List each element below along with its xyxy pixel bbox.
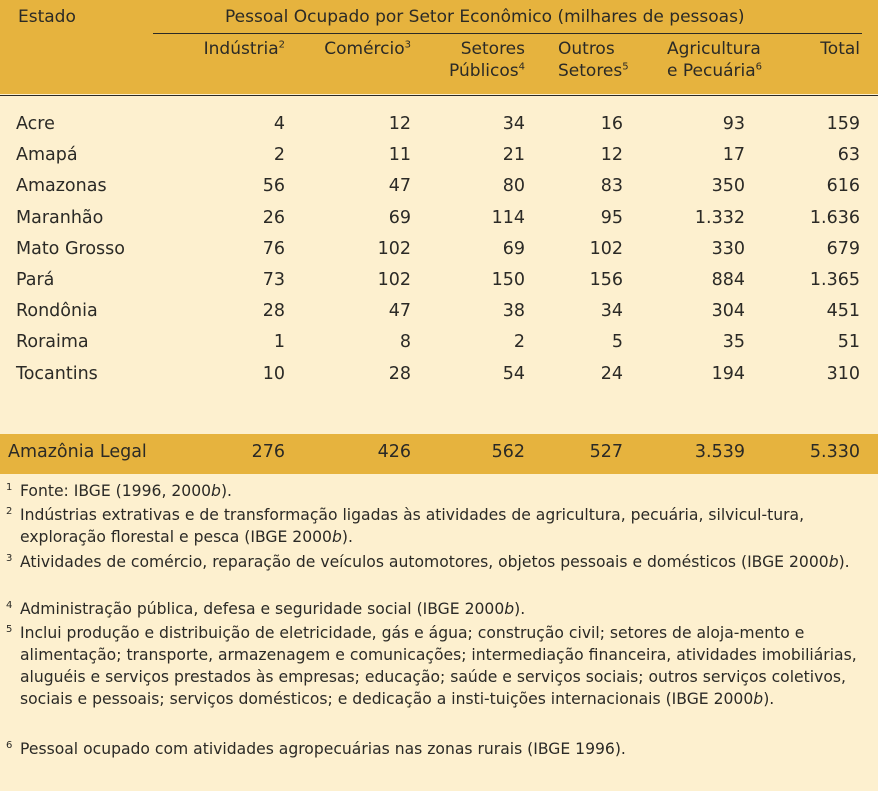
table-page: Estado Pessoal Ocupado por Setor Econômico (milhares de pessoas) Indústria$^2$ Comércio$^3$ Setores Públicos$^4$ Outros Setores$^5$ Agricultura e Pecuária$^6$ Total Acre 4 12 34 16 93 159 Amapá 2 11 21 12 17 63 Amazonas 56 47 80 83 350 616 Maranhão 26 69 114 95 1.332 1.636 Mato Grosso 76 102 69 102 330 679 Pará 73 102 150 156 884 1.365 Rondônia 28 47 38 34 304 451 Roraima 1 8 2 5 35 51 Tocantins 10 28 54 24 194 310 Amazônia Legal 276 426 562 527 3.539 5.330 1 Fonte: IBGE (1996, 2000b). 2 Indústrias extrativas e de transformação ligadas às atividades de agricultura, pecuária, silvicul-tura, exploração florestal e pesca (IBGE 2000b). 3 Atividades de comércio, reparação de veículos automotores, objetos pessoais e domésticos (IBGE 2000b). 4 Administração pública, defesa e seguridade social (IBGE 2000b). 5 Inclui produção e distribuição de eletricidade, gás e água; construção civil; setores de aloja-mento e alimentação; transporte, armazenagem e comunicações; intermediação financeira, atividades imobiliárias, aluguéis e serviços prestados às empresas; educação; saúde e serviços sociais; outros serviços coletivos, sociais e pessoais; serviços domésticos; e dedicação a insti-tuições internacionais (IBGE 2000b). 6 Pessoal ocupado com atividades agropecuárias nas zonas rurais (IBGE 1996). [0,0,878,791]
row-state-name: Roraima [16,332,89,353]
table-cell: 38 [502,301,525,322]
table-cell: 21 [502,145,525,166]
table-row [0,266,878,296]
table-cell: 1.365 [809,270,860,290]
table-cell: 35 [722,332,745,353]
table-row [0,297,878,327]
col-header-outros-setores: Outros Setores$^5$ [558,39,629,81]
row-state-name: Amazonas [16,176,107,197]
row-state-name: Amapá [16,145,78,166]
table-cell: 679 [826,238,860,259]
table-cell: 26 [262,207,285,228]
table-cell: 2 [513,332,525,353]
table-cell: 47 [388,301,411,322]
total-row [0,434,878,474]
table-cell: 330 [711,238,745,259]
total-row-label: Amazônia Legal [8,442,147,462]
table-cell: 1.332 [694,207,745,228]
table-cell: 10 [262,363,285,384]
table-cell: 17 [722,145,745,166]
table-cell: 83 [600,176,623,197]
table-cell: 8 [399,332,411,353]
table-cell: 34 [502,114,525,134]
table-row [0,172,878,202]
table-cell: 80 [502,176,525,197]
table-cell: 451 [826,301,860,322]
table-row [0,360,878,390]
row-state-name: Rondônia [16,301,98,322]
table-cell: 34 [600,301,623,322]
total-cell: 276 [251,442,285,462]
table-cell: 1.636 [809,207,860,228]
table-cell: 5 [611,332,623,353]
table-cell: 24 [600,363,623,384]
table-cell: 51 [837,332,860,353]
table-cell: 2 [273,145,285,166]
col-header-agricultura-pecuaria: Agricultura e Pecuária$^6$ [667,39,763,81]
table-cell: 69 [502,238,525,259]
table-header [0,0,878,94]
row-state-name: Mato Grosso [16,238,125,259]
header-estado: Estado [18,7,76,27]
table-cell: 47 [388,176,411,197]
col-header-setores-publicos: Setores Públicos$^4$ [449,39,525,81]
table-cell: 54 [502,363,525,384]
table-cell: 102 [377,270,411,290]
row-state-name: Acre [16,114,55,134]
header-group-rule [153,33,862,34]
total-cell: 562 [491,442,525,462]
table-cell: 12 [388,114,411,134]
table-cell: 304 [711,301,745,322]
table-cell: 102 [377,238,411,259]
table-cell: 28 [388,363,411,384]
table-cell: 150 [491,270,525,290]
table-cell: 69 [388,207,411,228]
header-divider [0,95,878,96]
table-cell: 194 [711,363,745,384]
table-cell: 4 [273,114,285,134]
total-cell: 527 [589,442,623,462]
table-cell: 102 [589,238,623,259]
table-row [0,235,878,265]
col-header-industria: Indústria$^2$ [203,39,285,59]
table-cell: 28 [262,301,285,322]
table-cell: 159 [826,114,860,134]
table-cell: 63 [837,145,860,166]
row-state-name: Pará [16,270,55,290]
col-header-total: Total [820,39,860,59]
table-cell: 310 [826,363,860,384]
total-cell: 5.330 [809,442,860,462]
table-cell: 884 [711,270,745,290]
table-cell: 56 [262,176,285,197]
table-cell: 11 [388,145,411,166]
table-row [0,328,878,358]
table-cell: 76 [262,238,285,259]
table-cell: 156 [589,270,623,290]
header-group-title: Pessoal Ocupado por Setor Econômico (milhares de pessoas) [225,7,745,27]
total-cell: 426 [377,442,411,462]
row-state-name: Maranhão [16,207,104,228]
total-cell: 3.539 [694,442,745,462]
table-row [0,141,878,171]
table-cell: 16 [600,114,623,134]
table-cell: 616 [826,176,860,197]
table-row [0,204,878,234]
table-row [0,110,878,140]
table-cell: 73 [262,270,285,290]
col-header-comercio: Comércio$^3$ [324,39,411,59]
table-cell: 1 [273,332,285,353]
table-cell: 95 [600,207,623,228]
table-cell: 350 [711,176,745,197]
row-state-name: Tocantins [16,363,98,384]
table-cell: 12 [600,145,623,166]
table-cell: 93 [722,114,745,134]
table-cell: 114 [491,207,525,228]
